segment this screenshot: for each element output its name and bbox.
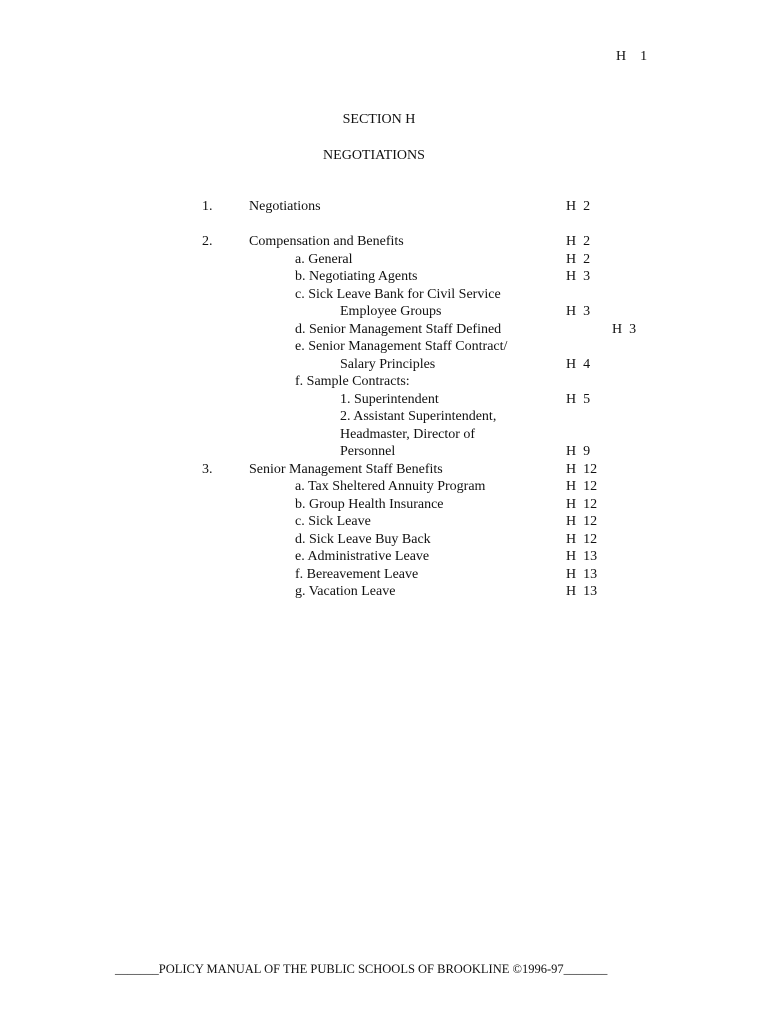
toc-entry [0,426,770,444]
toc-entry-label: Employee Groups [340,304,442,319]
toc-entry [0,251,770,269]
toc-entry-label: Negotiations [249,199,321,214]
toc-entry [0,548,770,566]
toc-entry-label: f. Sample Contracts: [295,374,410,389]
toc-entry [0,391,770,409]
toc-entry [0,583,770,601]
toc-entry [0,513,770,531]
toc-entry-label: e. Administrative Leave [295,549,430,564]
toc-entry-label: 1. Superintendent [340,391,439,407]
toc-entry [0,478,770,496]
toc-entry [0,373,770,391]
toc-entry-number: 1. [202,199,213,214]
toc-entry [0,356,770,374]
page-number: H 1 [616,49,648,64]
toc-entry-page: H 12 [566,461,598,477]
toc-entry [0,268,770,286]
toc-entry-label: e. Senior Management Staff Contract/ [295,339,508,354]
toc-entry-label: c. Sick Leave Bank for Civil Service [295,286,501,302]
toc-entry [0,408,770,426]
toc-entry-number: 3. [202,461,213,477]
toc-entry-label: a. Tax Sheltered Annuity Program [295,479,486,494]
toc-entry-label: b. Negotiating Agents [295,269,418,284]
toc-entry-label: d. Senior Management Staff Defined [295,321,502,337]
toc-entry-label: Senior Management Staff Benefits [249,461,443,477]
table-of-contents [0,198,770,618]
toc-entry-page: H 4 [566,356,591,372]
toc-entry-label: g. Vacation Leave [295,584,396,599]
toc-entry-page: H 2 [566,251,591,267]
section-subtitle: NEGOTIATIONS [323,148,425,163]
toc-entry [0,443,770,461]
toc-entry-page: H 13 [566,549,598,564]
toc-entry [0,531,770,549]
toc-entry [0,566,770,584]
footer-text: _______POLICY MANUAL OF THE PUBLIC SCHOOLS OF BROOKLINE ©1996-97_______ [115,962,608,976]
toc-entry [0,321,770,339]
toc-entry [0,233,770,251]
toc-entry [0,198,770,216]
toc-entry [0,461,770,479]
toc-entry-page: H 12 [566,514,598,529]
toc-entry [0,338,770,356]
toc-entry-label: b. Group Health Insurance [295,496,444,512]
toc-entry-label: Personnel [340,444,396,459]
toc-entry-page: H 13 [566,584,598,599]
section-title: SECTION H [342,112,416,127]
toc-entry-label: c. Sick Leave [295,514,371,529]
toc-entry-page: H 3 [612,321,637,337]
toc-entry-label: a. General [295,251,353,267]
toc-entry-label: f. Bereavement Leave [295,566,419,582]
toc-entry-page: H 2 [566,199,591,214]
toc-entry-page: H 13 [566,566,598,582]
toc-entry-number: 2. [202,234,213,249]
toc-entry-page: H 3 [566,304,591,319]
toc-entry-page: H 3 [566,269,591,284]
toc-entry-label: Headmaster, Director of [340,426,476,442]
toc-entry-label: Salary Principles [340,356,436,372]
toc-entry [0,496,770,514]
toc-entry-label: d. Sick Leave Buy Back [295,531,431,547]
toc-entry-label: Compensation and Benefits [249,234,404,249]
toc-entry [0,286,770,304]
toc-entry-page: H 12 [566,496,598,512]
toc-entry [0,303,770,321]
toc-entry-page: H 12 [566,479,598,494]
toc-entry-label: 2. Assistant Superintendent, [340,409,497,424]
toc-entry-page: H 12 [566,531,598,547]
toc-entry-page: H 2 [566,234,591,249]
toc-entry-page: H 5 [566,391,591,407]
toc-entry-page: H 9 [566,444,591,459]
